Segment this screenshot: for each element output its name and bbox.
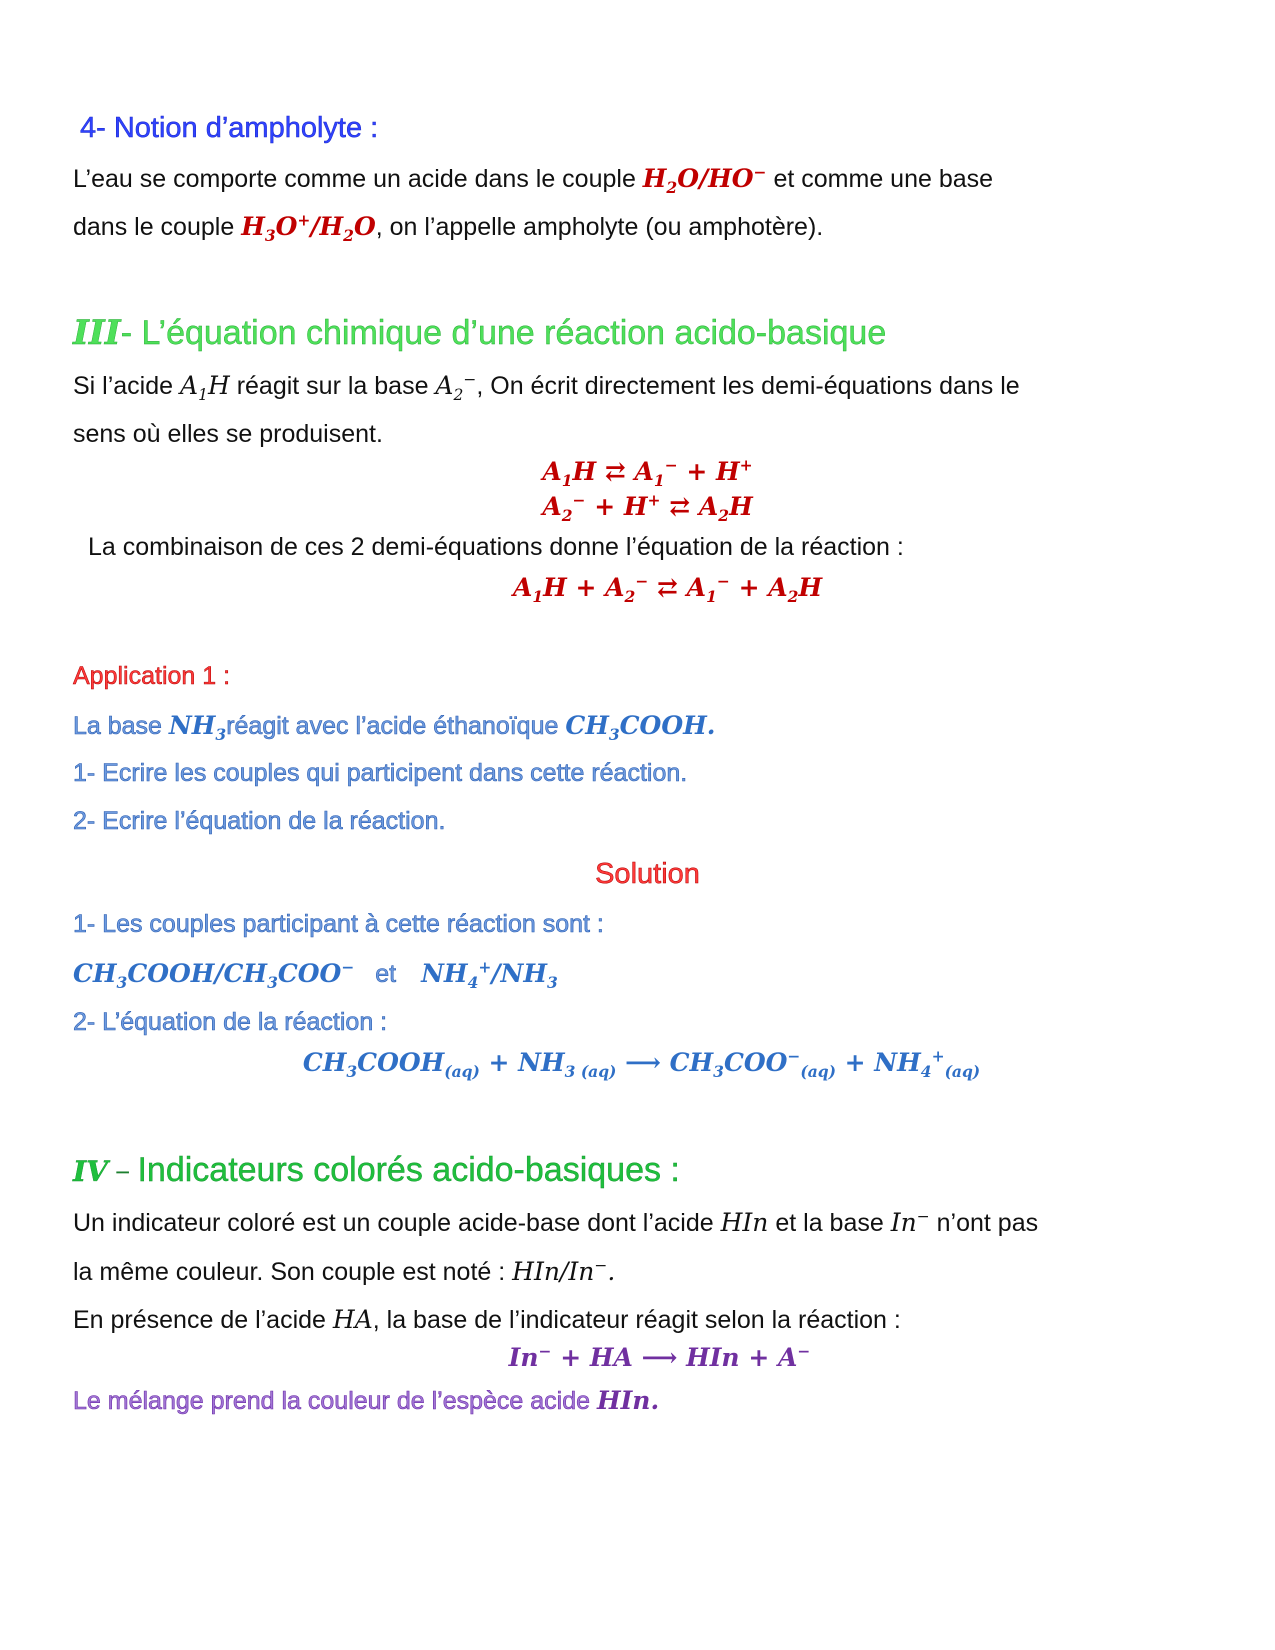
- text: et comme une base: [766, 165, 994, 193]
- formula-nh3: $NH_3$: [168, 711, 227, 744]
- text: n’ont pas: [929, 1209, 1039, 1237]
- text: L’eau se comporte comme un acide dans le couple: [73, 165, 643, 193]
- section-heading-indicators: [73, 1153, 680, 1187]
- text: Un indicateur coloré est un couple acide-base dont l’acide: [73, 1209, 721, 1237]
- formula-ch3cooh: $CH_3COOH$.: [565, 711, 716, 744]
- formula-h3o-h2o: $H_3O^+/H_2O$: [241, 210, 376, 245]
- text: −: [107, 1157, 138, 1187]
- text: réagit avec l’acide éthanoïque: [226, 712, 566, 740]
- text: , la base de l’indicateur réagit selon la réaction :: [372, 1306, 901, 1334]
- solution-line-1: 1- Les couples participant à cette réaction sont :: [73, 910, 604, 938]
- text: , on l’appelle ampholyte (ou amphotère).: [375, 213, 824, 241]
- heading-text: - L’équation chimique d’une réaction acido-basique: [120, 314, 887, 352]
- formula-nh4-couple: $NH_4^+/NH_3$: [421, 957, 558, 992]
- question-1: 1- Ecrire les couples qui participent dans cette réaction.: [73, 759, 688, 787]
- text: La base: [73, 712, 169, 740]
- conclusion-line: [73, 1388, 659, 1414]
- half-equation-1: $A_1H$ ⇄ $A_1^- + H^+$: [542, 455, 753, 490]
- paragraph-line: [73, 1207, 1039, 1237]
- section-heading-equation: [73, 313, 887, 353]
- text: dans le couple: [73, 213, 242, 241]
- indicator-equation: In− + HA ⟶ HIn + A−: [508, 1341, 811, 1372]
- formula-a2: $A_2^-$: [435, 370, 477, 404]
- formula-ch3cooh-couple: $CH_3COOH/CH_3COO^-$: [73, 957, 355, 992]
- solution-couples: [73, 957, 558, 992]
- roman-numeral: IV: [73, 1155, 108, 1188]
- formula-ha: HA: [332, 1305, 373, 1334]
- paragraph-line: [73, 1256, 616, 1286]
- section-heading-ampholyte: 4- Notion d’ampholyte :: [80, 112, 379, 144]
- text: et: [375, 960, 397, 988]
- formula-a1h: $A_1H$: [180, 371, 230, 404]
- text: , On écrit directement les demi-équations dans le: [476, 372, 1020, 400]
- paragraph-line: [73, 370, 1020, 404]
- application-heading: Application 1 :: [73, 662, 231, 690]
- text: réagit sur la base: [229, 372, 436, 400]
- formula-hin-final: HIn.: [596, 1386, 660, 1415]
- paragraph-line: La combinaison de ces 2 demi-équations donne l’équation de la réaction :: [88, 533, 904, 561]
- solution-heading: Solution: [595, 858, 700, 890]
- roman-numeral: III: [73, 313, 121, 353]
- paragraph-line: [73, 210, 824, 245]
- application-statement: [73, 711, 716, 744]
- formula-hin-in: HIn/In−.: [512, 1256, 616, 1286]
- paragraph-line: sens où elles se produisent.: [73, 420, 383, 448]
- text: Si l’acide: [73, 372, 180, 400]
- text: En présence de l’acide: [73, 1306, 333, 1334]
- heading-text: Indicateurs colorés acido-basiques :: [137, 1151, 680, 1189]
- solution-line-2: 2- L’équation de la réaction :: [73, 1008, 388, 1036]
- formula-in: In−: [890, 1207, 930, 1237]
- paragraph-line: [73, 162, 994, 197]
- paragraph-line: [73, 1307, 901, 1333]
- half-equation-2: $A_2^- + H^+$ ⇄ $A_2H$: [542, 490, 753, 525]
- solution-equation: $CH_3COOH_{(aq)} + NH_{3 (aq)}$ ⟶ $CH_3COO^-_{(aq)} + NH_4^+_{(aq)}$: [302, 1046, 981, 1081]
- global-equation: $A_1H + A_2^-$ ⇄ $A_1^- + A_2H$: [512, 571, 823, 606]
- text: et la base: [768, 1209, 891, 1237]
- question-2: 2- Ecrire l’équation de la réaction.: [73, 807, 446, 835]
- text: la même couleur. Son couple est noté :: [73, 1258, 513, 1286]
- formula-hin: HIn: [720, 1208, 769, 1237]
- text: Le mélange prend la couleur de l’espèce acide: [73, 1387, 597, 1415]
- formula-h2o-ho: $H_2O/HO^-$: [642, 162, 767, 197]
